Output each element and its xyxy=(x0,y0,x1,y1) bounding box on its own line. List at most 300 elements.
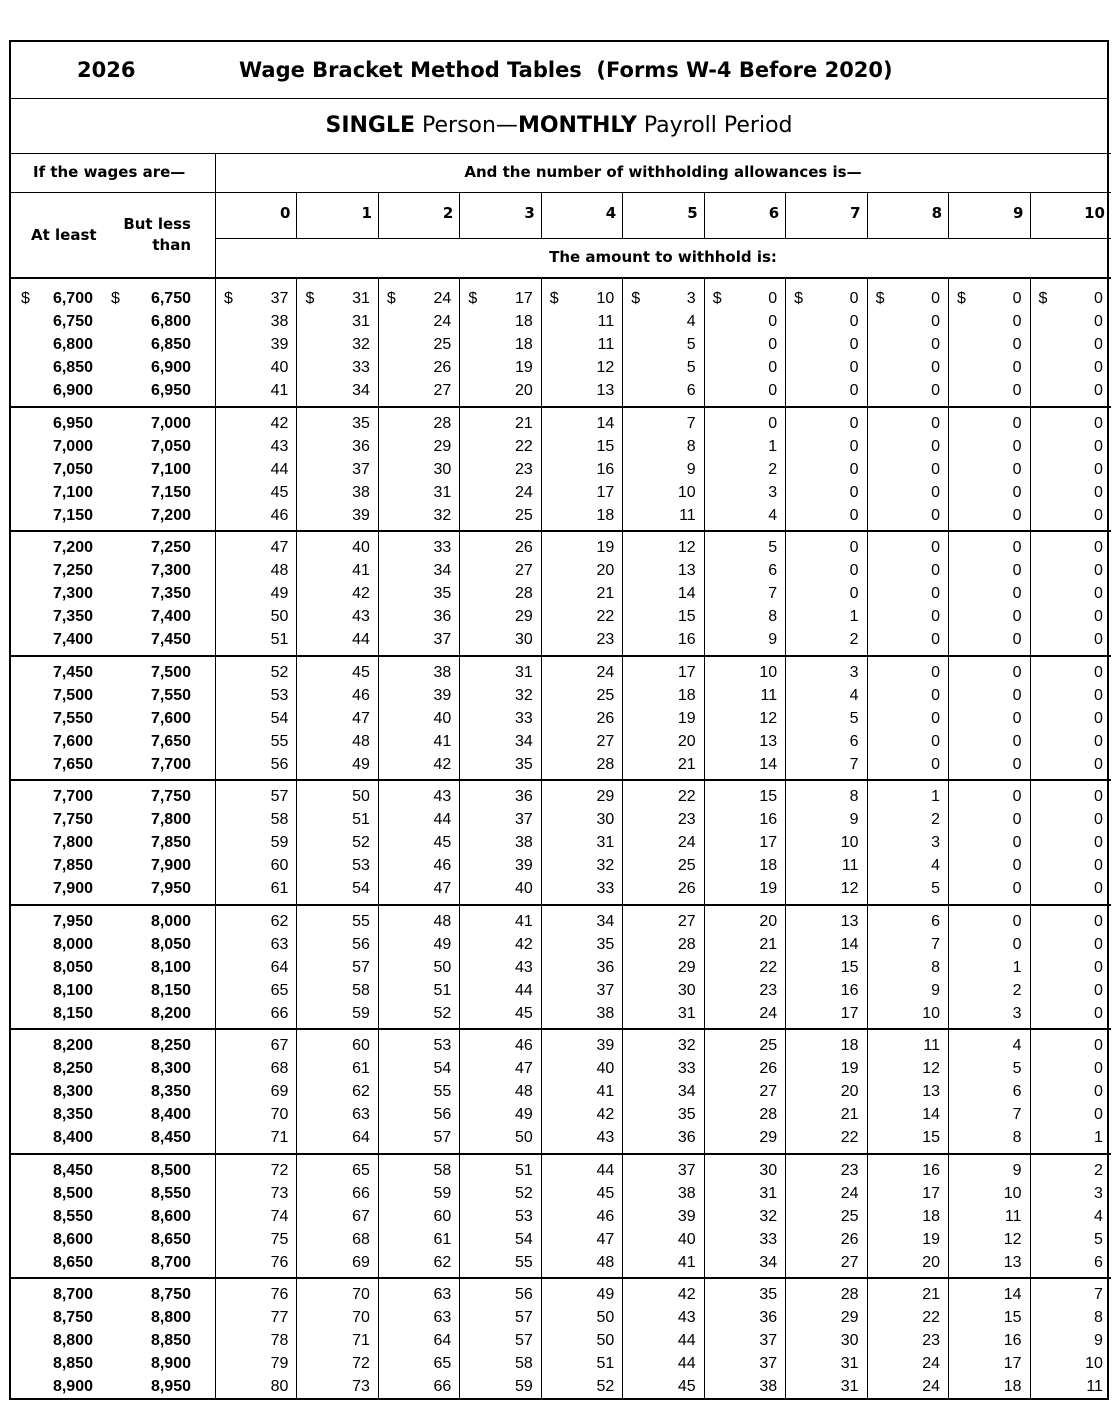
withholding-amount: 10 xyxy=(596,290,615,307)
withholding-amount: 18 xyxy=(1003,1378,1022,1395)
wage-at-least: 8,900 xyxy=(52,1378,93,1395)
withholding-amount: 26 xyxy=(840,1230,859,1248)
allowance-label: 4 xyxy=(605,204,617,222)
withholding-amount: 14 xyxy=(759,755,778,773)
withholding-amount: 44 xyxy=(270,460,289,478)
withholding-amount: 46 xyxy=(270,506,289,524)
table-year: 2026 xyxy=(77,58,136,82)
withholding-amount: 39 xyxy=(677,1207,696,1225)
withholding-amount: 40 xyxy=(596,1060,615,1077)
wage-at-least: 6,750 xyxy=(52,313,93,330)
withholding-amount: 17 xyxy=(759,834,778,851)
wage-at-least: 7,350 xyxy=(52,608,93,625)
withholding-amount: 49 xyxy=(270,585,289,602)
wage-but-less: 7,500 xyxy=(150,663,191,681)
wage-at-least: 6,900 xyxy=(52,382,93,399)
withholding-amount: 68 xyxy=(270,1060,289,1077)
amount-header: The amount to withhold is: xyxy=(549,248,777,266)
withholding-amount: 67 xyxy=(352,1207,370,1225)
withholding-amount: 63 xyxy=(352,1106,370,1123)
withholding-amount: 1 xyxy=(1012,958,1022,976)
withholding-amount: 23 xyxy=(922,1332,941,1349)
withholding-amount: 30 xyxy=(514,631,533,648)
withholding-amount: 39 xyxy=(352,506,370,524)
withholding-amount: 33 xyxy=(352,359,370,376)
withholding-amount: 70 xyxy=(270,1106,289,1123)
withholding-amount: 0 xyxy=(1012,811,1022,828)
allowance-label: 3 xyxy=(524,204,535,222)
withholding-amount: 61 xyxy=(352,1060,370,1077)
wage-but-less: 7,200 xyxy=(150,506,191,524)
withholding-amount: 49 xyxy=(352,755,370,773)
withholding-amount: 0 xyxy=(1094,732,1103,750)
withholding-amount: 10 xyxy=(759,663,778,681)
withholding-amount: 46 xyxy=(352,686,370,704)
withholding-amount: 37 xyxy=(514,811,533,828)
wage-at-least: 7,750 xyxy=(52,811,93,828)
withholding-amount: 45 xyxy=(596,1184,615,1202)
allowance-label: 0 xyxy=(280,204,291,222)
group-separator xyxy=(11,1277,1111,1279)
withholding-amount: 32 xyxy=(433,506,452,524)
currency-symbol: $ xyxy=(631,290,641,307)
withholding-amount: 10 xyxy=(922,1004,941,1022)
withholding-amount: 11 xyxy=(841,857,859,874)
withholding-amount: 12 xyxy=(840,880,859,897)
wage-at-least: 8,450 xyxy=(52,1161,93,1179)
wage-but-less: 8,450 xyxy=(150,1129,191,1146)
currency-symbol: $ xyxy=(468,290,478,307)
withholding-amount: 14 xyxy=(677,585,696,602)
withholding-amount: 62 xyxy=(270,912,289,930)
withholding-amount: 65 xyxy=(352,1161,370,1179)
withholding-amount: 16 xyxy=(922,1161,941,1179)
withholding-amount: 7 xyxy=(686,414,696,432)
withholding-amount: 9 xyxy=(1094,1332,1103,1349)
withholding-amount: 51 xyxy=(352,811,370,828)
withholding-amount: 20 xyxy=(677,732,696,750)
withholding-amount: 17 xyxy=(677,663,696,681)
wage-but-less: 8,850 xyxy=(150,1332,191,1349)
withholding-amount: 15 xyxy=(840,958,859,976)
withholding-amount: 5 xyxy=(1012,1060,1022,1077)
withholding-amount: 38 xyxy=(514,834,533,851)
withholding-amount: 1 xyxy=(931,788,941,805)
withholding-amount: 21 xyxy=(759,935,778,953)
withholding-amount: 0 xyxy=(849,382,859,399)
withholding-amount: 0 xyxy=(1012,686,1022,704)
withholding-amount: 24 xyxy=(677,834,696,851)
withholding-amount: 43 xyxy=(677,1309,696,1326)
withholding-amount: 0 xyxy=(1094,1004,1103,1022)
withholding-amount: 53 xyxy=(270,686,289,704)
withholding-amount: 7 xyxy=(849,755,859,773)
group-separator xyxy=(11,655,1111,657)
wage-but-less: 7,650 xyxy=(150,732,191,750)
withholding-amount: 20 xyxy=(759,912,778,930)
wage-but-less: 7,700 xyxy=(150,755,191,773)
withholding-amount: 41 xyxy=(596,1083,615,1100)
withholding-amount: 42 xyxy=(352,585,370,602)
withholding-amount: 34 xyxy=(596,912,615,930)
withholding-amount: 70 xyxy=(352,1309,370,1326)
withholding-amount: 11 xyxy=(923,1037,941,1054)
allowance-header-divider xyxy=(622,192,623,238)
withholding-amount: 19 xyxy=(759,880,778,897)
withholding-amount: 43 xyxy=(514,958,533,976)
withholding-amount: 16 xyxy=(759,811,778,828)
withholding-amount: 0 xyxy=(931,686,941,704)
withholding-amount: 38 xyxy=(759,1378,778,1395)
withholding-amount: 14 xyxy=(596,414,615,432)
withholding-amount: 0 xyxy=(931,460,941,478)
withholding-amount: 62 xyxy=(352,1083,370,1100)
allowance-header-divider xyxy=(785,192,786,238)
withholding-amount: 77 xyxy=(270,1309,289,1326)
withholding-amount: 39 xyxy=(270,336,289,353)
withholding-amount: 5 xyxy=(1094,1230,1103,1248)
withholding-amount: 28 xyxy=(514,585,533,602)
withholding-amount: 32 xyxy=(596,857,615,874)
withholding-amount: 0 xyxy=(849,359,859,376)
withholding-amount: 42 xyxy=(596,1106,615,1123)
withholding-amount: 0 xyxy=(1094,709,1103,727)
withholding-amount: 0 xyxy=(1094,414,1103,432)
withholding-amount: 20 xyxy=(840,1083,859,1100)
wage-but-less: 7,550 xyxy=(150,686,191,704)
withholding-amount: 28 xyxy=(677,935,696,953)
withholding-amount: 17 xyxy=(922,1184,941,1202)
withholding-amount: 28 xyxy=(433,414,452,432)
currency-symbol: $ xyxy=(712,290,722,307)
withholding-amount: 26 xyxy=(433,359,452,376)
withholding-amount: 18 xyxy=(759,857,778,874)
withholding-amount: 0 xyxy=(931,608,941,625)
withholding-amount: 17 xyxy=(596,483,615,501)
wage-at-least: 6,850 xyxy=(52,359,93,376)
withholding-amount: 4 xyxy=(768,506,778,524)
withholding-amount: 36 xyxy=(677,1129,696,1146)
withholding-amount: 52 xyxy=(352,834,370,851)
withholding-amount: 31 xyxy=(840,1378,859,1395)
withholding-amount: 18 xyxy=(677,686,696,704)
withholding-amount: 23 xyxy=(677,811,696,828)
withholding-amount: 11 xyxy=(597,336,615,353)
withholding-amount: 72 xyxy=(270,1161,289,1179)
withholding-table-sheet xyxy=(9,40,1109,1400)
withholding-amount: 41 xyxy=(352,562,370,579)
withholding-amount: 21 xyxy=(514,414,533,432)
withholding-amount: 3 xyxy=(931,834,941,851)
withholding-amount: 45 xyxy=(677,1378,696,1395)
withholding-amount: 0 xyxy=(931,539,941,556)
withholding-amount: 69 xyxy=(270,1083,289,1100)
wage-at-least: 7,200 xyxy=(52,539,93,556)
allowance-header-divider xyxy=(704,192,705,238)
withholding-amount: 50 xyxy=(596,1332,615,1349)
withholding-amount: 8 xyxy=(931,958,941,976)
withholding-amount: 76 xyxy=(270,1286,289,1303)
withholding-amount: 41 xyxy=(677,1253,696,1271)
withholding-amount: 8 xyxy=(1094,1309,1103,1326)
withholding-amount: 44 xyxy=(433,811,452,828)
wage-but-less: 7,950 xyxy=(150,880,191,897)
allowance-header-divider xyxy=(948,192,949,238)
withholding-amount: 17 xyxy=(1003,1355,1022,1372)
wage-but-less: 8,750 xyxy=(150,1286,191,1303)
withholding-amount: 34 xyxy=(759,1253,778,1271)
table-subtitle xyxy=(11,99,1107,154)
withholding-amount: 26 xyxy=(596,709,615,727)
withholding-amount: 43 xyxy=(596,1129,615,1146)
withholding-amount: 16 xyxy=(677,631,696,648)
withholding-amount: 36 xyxy=(514,788,533,805)
withholding-amount: 50 xyxy=(514,1129,533,1146)
withholding-amount: 27 xyxy=(433,382,452,399)
withholding-amount: 65 xyxy=(270,981,289,999)
subtitle-person: Person— xyxy=(415,113,518,138)
group-separator xyxy=(11,1028,1111,1030)
page-title: Wage Bracket Method Tables (Forms W-4 Before 2020) xyxy=(239,58,893,82)
withholding-amount: 0 xyxy=(931,562,941,579)
withholding-amount: 40 xyxy=(433,709,452,727)
withholding-amount: 38 xyxy=(433,663,452,681)
withholding-amount: 31 xyxy=(514,663,533,681)
withholding-amount: 0 xyxy=(1012,382,1022,399)
withholding-amount: 45 xyxy=(433,834,452,851)
withholding-amount: 33 xyxy=(677,1060,696,1077)
withholding-amount: 13 xyxy=(596,382,615,399)
withholding-amount: 32 xyxy=(352,336,370,353)
withholding-amount: 7 xyxy=(931,935,941,953)
wage-at-least: 8,850 xyxy=(52,1355,93,1372)
withholding-amount: 27 xyxy=(759,1083,778,1100)
withholding-amount: 28 xyxy=(596,755,615,773)
withholding-amount: 51 xyxy=(596,1355,615,1372)
withholding-amount: 80 xyxy=(270,1378,289,1395)
withholding-amount: 18 xyxy=(514,336,533,353)
withholding-amount: 41 xyxy=(270,382,289,399)
wage-but-less: 8,050 xyxy=(150,935,191,953)
withholding-amount: 0 xyxy=(1094,857,1103,874)
withholding-amount: 0 xyxy=(849,483,859,501)
withholding-amount: 48 xyxy=(514,1083,533,1100)
withholding-amount: 0 xyxy=(1012,437,1022,455)
allowance-header-divider xyxy=(459,192,460,238)
wage-at-least: 7,650 xyxy=(52,755,93,773)
withholding-amount: 6 xyxy=(931,912,941,930)
withholding-amount: 31 xyxy=(352,313,370,330)
withholding-amount: 0 xyxy=(1012,834,1022,851)
withholding-amount: 6 xyxy=(1012,1083,1022,1100)
withholding-amount: 13 xyxy=(1003,1253,1022,1271)
withholding-amount: 0 xyxy=(1094,483,1103,501)
withholding-amount: 74 xyxy=(270,1207,289,1225)
withholding-amount: 48 xyxy=(352,732,370,750)
withholding-amount: 0 xyxy=(849,562,859,579)
withholding-amount: 59 xyxy=(514,1378,533,1395)
withholding-amount: 33 xyxy=(433,539,452,556)
withholding-amount: 9 xyxy=(931,981,941,999)
withholding-amount: 12 xyxy=(1003,1230,1022,1248)
withholding-amount: 35 xyxy=(759,1286,778,1303)
wage-but-less: 6,950 xyxy=(150,382,191,399)
withholding-amount: 22 xyxy=(922,1309,941,1326)
withholding-amount: 61 xyxy=(433,1230,452,1248)
withholding-amount: 60 xyxy=(270,857,289,874)
wage-but-less: 8,400 xyxy=(150,1106,191,1123)
withholding-amount: 35 xyxy=(433,585,452,602)
currency-symbol: $ xyxy=(549,290,559,307)
withholding-amount: 5 xyxy=(849,709,859,727)
withholding-amount: 55 xyxy=(352,912,370,930)
withholding-amount: 22 xyxy=(759,958,778,976)
withholding-amount: 0 xyxy=(1012,539,1022,556)
withholding-amount: 0 xyxy=(1094,585,1103,602)
wage-but-less: 8,900 xyxy=(150,1355,191,1372)
withholding-amount: 0 xyxy=(1012,483,1022,501)
withholding-amount: 43 xyxy=(433,788,452,805)
currency-symbol: $ xyxy=(224,290,233,307)
wage-at-least: 7,450 xyxy=(52,663,93,681)
withholding-amount: 63 xyxy=(433,1309,452,1326)
withholding-amount: 56 xyxy=(352,935,370,953)
group-separator xyxy=(11,406,1111,408)
withholding-amount: 15 xyxy=(1003,1309,1022,1326)
withholding-amount: 27 xyxy=(840,1253,859,1271)
wage-at-least: 8,250 xyxy=(52,1060,93,1077)
withholding-amount: 49 xyxy=(596,1286,615,1303)
withholding-amount: 23 xyxy=(514,460,533,478)
withholding-amount: 24 xyxy=(433,313,452,330)
withholding-amount: 0 xyxy=(1012,313,1022,330)
withholding-amount: 0 xyxy=(1012,585,1022,602)
withholding-amount: 38 xyxy=(677,1184,696,1202)
withholding-amount: 46 xyxy=(433,857,452,874)
withholding-amount: 44 xyxy=(352,631,370,648)
allowance-header-divider xyxy=(296,192,297,238)
withholding-amount: 62 xyxy=(433,1253,452,1271)
wage-at-least: 8,000 xyxy=(52,935,93,953)
withholding-amount: 50 xyxy=(270,608,289,625)
withholding-amount: 0 xyxy=(1012,359,1022,376)
withholding-amount: 44 xyxy=(677,1332,696,1349)
wage-but-less: 6,800 xyxy=(150,313,191,330)
withholding-amount: 9 xyxy=(768,631,778,648)
withholding-amount: 33 xyxy=(514,709,533,727)
withholding-amount: 54 xyxy=(270,709,289,727)
withholding-amount: 48 xyxy=(270,562,289,579)
wage-at-least: 6,700 xyxy=(52,290,93,307)
withholding-amount: 55 xyxy=(270,732,289,750)
wage-but-less: 7,850 xyxy=(150,834,191,851)
withholding-amount: 7 xyxy=(768,585,778,602)
withholding-amount: 17 xyxy=(840,1004,859,1022)
wage-but-less: 8,700 xyxy=(150,1253,191,1271)
withholding-amount: 21 xyxy=(677,755,696,773)
withholding-amount: 0 xyxy=(849,437,859,455)
withholding-amount: 57 xyxy=(514,1332,533,1349)
withholding-amount: 40 xyxy=(270,359,289,376)
wage-at-least: 8,300 xyxy=(52,1083,93,1100)
withholding-amount: 0 xyxy=(1012,506,1022,524)
withholding-amount: 35 xyxy=(514,755,533,773)
wage-at-least: 8,150 xyxy=(52,1004,93,1022)
withholding-amount: 48 xyxy=(596,1253,615,1271)
withholding-amount: 43 xyxy=(352,608,370,625)
withholding-amount: 48 xyxy=(433,912,452,930)
allowance-header-divider xyxy=(378,192,379,238)
withholding-amount: 0 xyxy=(1012,608,1022,625)
currency-symbol: $ xyxy=(875,290,885,307)
withholding-amount: 44 xyxy=(677,1355,696,1372)
title-bar xyxy=(11,42,1107,99)
allowance-label: 6 xyxy=(768,204,780,222)
withholding-amount: 4 xyxy=(931,857,941,874)
withholding-amount: 11 xyxy=(1004,1207,1022,1225)
withholding-amount: 42 xyxy=(677,1286,696,1303)
withholding-amount: 63 xyxy=(270,935,289,953)
wage-at-least: 7,300 xyxy=(52,585,93,602)
withholding-amount: 28 xyxy=(759,1106,778,1123)
currency-symbol: $ xyxy=(21,290,30,307)
withholding-amount: 39 xyxy=(433,686,452,704)
col-at-least: At least xyxy=(31,226,97,244)
withholding-amount: 34 xyxy=(677,1083,696,1100)
withholding-amount: 0 xyxy=(1012,935,1022,953)
payroll-period: MONTHLY xyxy=(517,113,637,138)
withholding-amount: 0 xyxy=(931,663,941,681)
withholding-amount: 8 xyxy=(768,608,778,625)
withholding-amount: 13 xyxy=(840,912,859,930)
withholding-amount: 16 xyxy=(1003,1332,1022,1349)
withholding-amount: 0 xyxy=(1094,1083,1103,1100)
withholding-amount: 7 xyxy=(1012,1106,1022,1123)
withholding-amount: 0 xyxy=(768,313,778,330)
withholding-amount: 12 xyxy=(677,539,696,556)
withholding-amount: 2 xyxy=(849,631,859,648)
withholding-amount: 13 xyxy=(677,562,696,579)
withholding-amount: 0 xyxy=(849,585,859,602)
withholding-amount: 2 xyxy=(1094,1161,1103,1179)
withholding-amount: 11 xyxy=(1086,1378,1103,1395)
withholding-amount: 29 xyxy=(840,1309,859,1326)
wage-but-less: 7,000 xyxy=(150,414,191,432)
wage-at-least: 7,600 xyxy=(52,732,93,750)
wage-at-least: 8,700 xyxy=(52,1286,93,1303)
withholding-amount: 0 xyxy=(931,732,941,750)
withholding-amount: 29 xyxy=(596,788,615,805)
withholding-amount: 71 xyxy=(270,1129,289,1146)
withholding-amount: 0 xyxy=(1094,336,1103,353)
withholding-amount: 45 xyxy=(352,663,370,681)
withholding-amount: 9 xyxy=(686,460,696,478)
withholding-amount: 25 xyxy=(514,506,533,524)
withholding-amount: 51 xyxy=(270,631,289,648)
wage-but-less: 8,650 xyxy=(150,1230,191,1248)
withholding-amount: 0 xyxy=(931,313,941,330)
withholding-amount: 11 xyxy=(597,313,615,330)
wage-at-least: 6,800 xyxy=(52,336,93,353)
withholding-amount: 52 xyxy=(514,1184,533,1202)
withholding-amount: 57 xyxy=(433,1129,452,1146)
withholding-amount: 24 xyxy=(596,663,615,681)
withholding-amount: 58 xyxy=(352,981,370,999)
withholding-amount: 50 xyxy=(596,1309,615,1326)
wage-at-least: 7,250 xyxy=(52,562,93,579)
withholding-amount: 0 xyxy=(1094,1106,1103,1123)
wage-at-least: 7,500 xyxy=(52,686,93,704)
